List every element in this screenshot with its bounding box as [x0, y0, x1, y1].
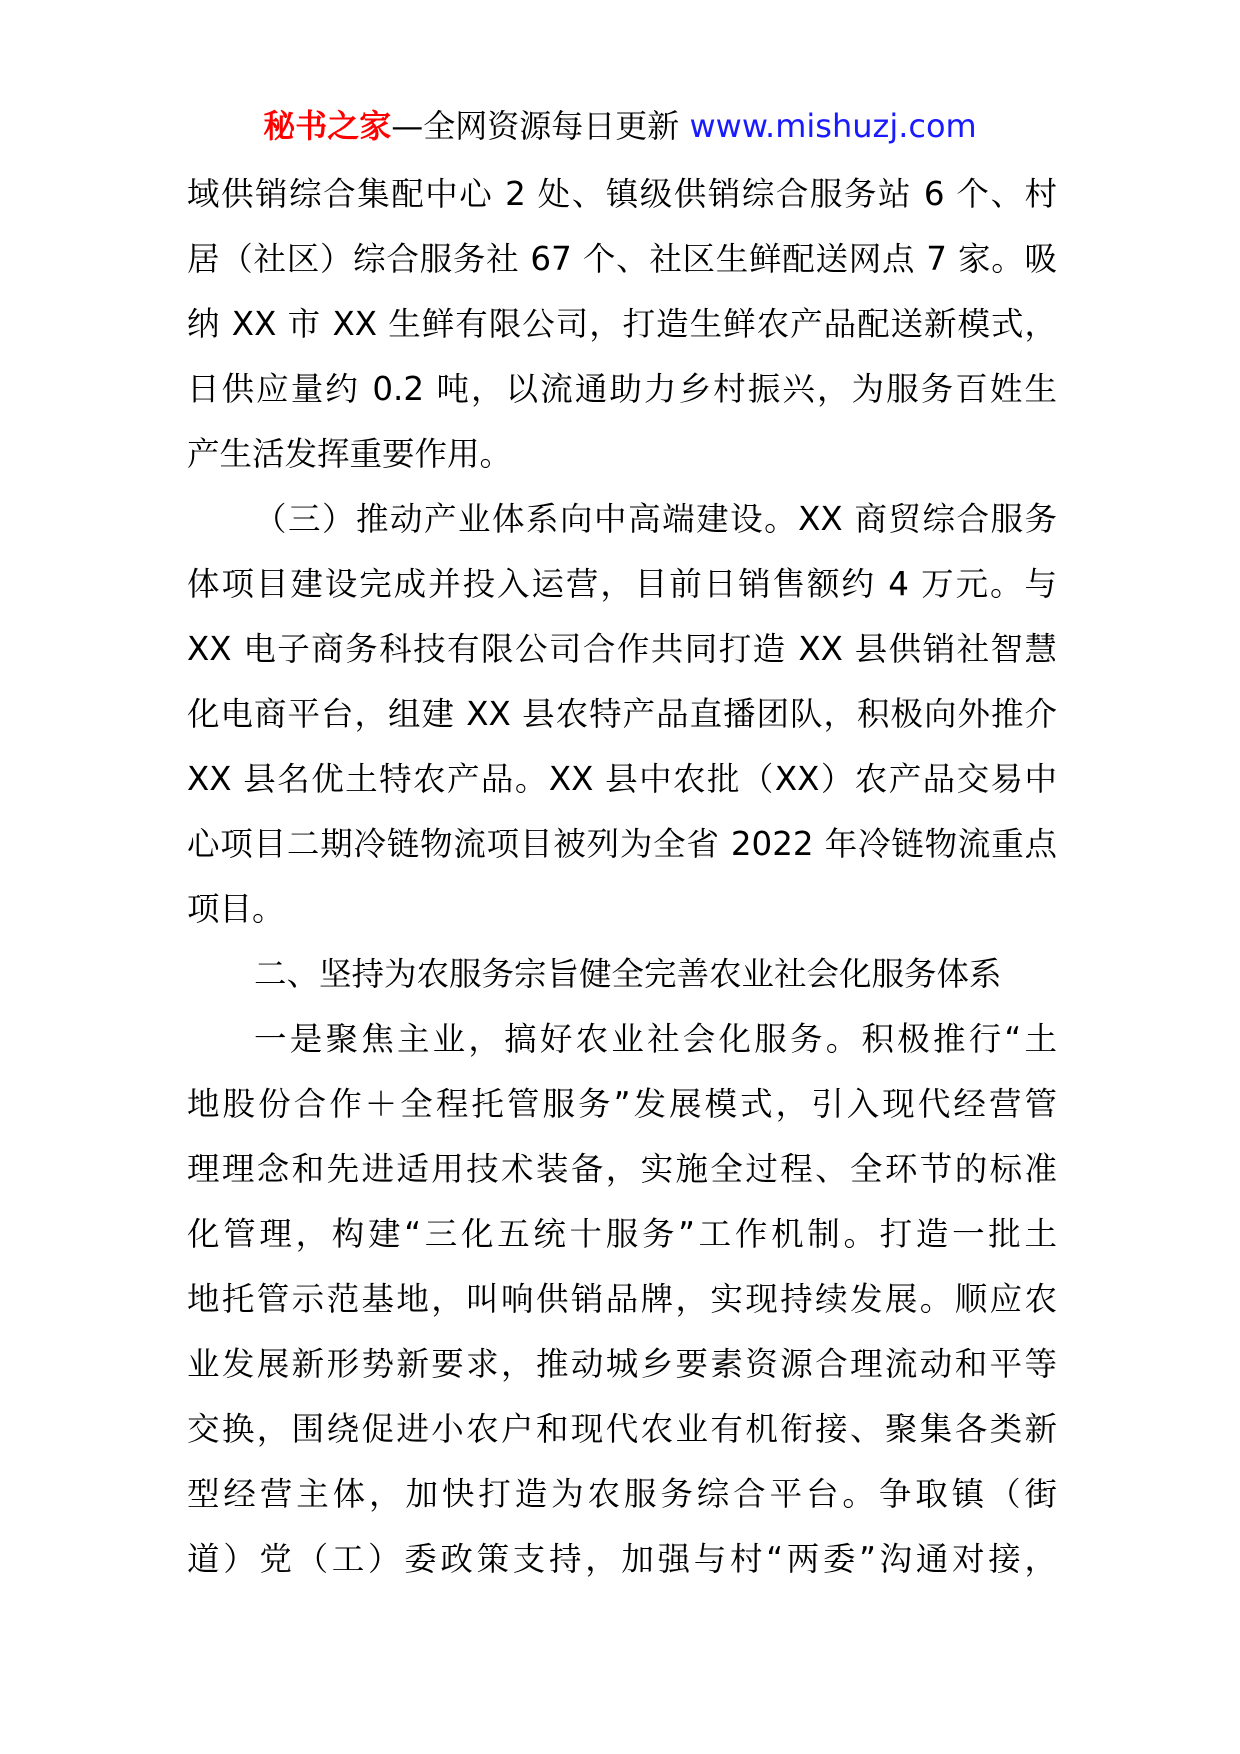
text-line: 理理念和先进适用技术装备，实施全过程、全环节的标准 — [187, 1150, 1057, 1188]
text-line: 居（社区）综合服务社 67 个、社区生鲜配送网点 7 家。吸 — [187, 240, 1057, 278]
brand-name: 秘书之家 — [263, 107, 392, 145]
text-line: 纳 XX 市 XX 生鲜有限公司，打造生鲜农产品配送新模式， — [187, 305, 1057, 343]
text-line: 项目。 — [187, 890, 285, 928]
text-line: 型经营主体，加快打造为农服务综合平台。争取镇（街 — [187, 1475, 1057, 1513]
text-line: 道）党（工）委政策支持，加强与村“两委”沟通对接， — [187, 1540, 1057, 1578]
text-line: 地股份合作＋全程托管服务”发展模式，引入现代经营管 — [187, 1085, 1057, 1123]
text-line: 地托管示范基地，叫响供销品牌，实现持续发展。顺应农 — [187, 1280, 1057, 1318]
paragraph-heading-3: （三）推动产业体系向中高端建设。XX 商贸综合服务 — [254, 500, 1057, 538]
paragraph-start: 一是聚焦主业，搞好农业社会化服务。积极推行“土 — [254, 1020, 1057, 1058]
text-line: XX 县名优土特农产品。XX 县中农批（XX）农产品交易中 — [187, 760, 1057, 798]
section-heading-2: 二、坚持为农服务宗旨健全完善农业社会化服务体系 — [254, 955, 1002, 993]
header-slogan: —全网资源每日更新 — [391, 107, 690, 145]
text-line: 体项目建设完成并投入运营，目前日销售额约 4 万元。与 — [187, 565, 1057, 603]
text-line: 化管理，构建“三化五统十服务”工作机制。打造一批土 — [187, 1215, 1057, 1253]
page-header — [0, 98, 1240, 154]
text-line: 化电商平台，组建 XX 县农特产品直播团队，积极向外推介 — [187, 695, 1057, 733]
text-line: 业发展新形势新要求，推动城乡要素资源合理流动和平等 — [187, 1345, 1057, 1383]
text-line: 域供销综合集配中心 2 处、镇级供销综合服务站 6 个、村 — [187, 175, 1057, 213]
text-line: 交换，围绕促进小农户和现代农业有机衔接、聚集各类新 — [187, 1410, 1057, 1448]
text-line: 产生活发挥重要作用。 — [187, 435, 513, 473]
header-url[interactable]: www.mishuzj.com — [689, 107, 977, 145]
document-body — [187, 162, 1057, 1592]
text-line: 心项目二期冷链物流项目被列为全省 2022 年冷链物流重点 — [187, 825, 1057, 863]
text-line: 日供应量约 0.2 吨，以流通助力乡村振兴，为服务百姓生 — [187, 370, 1057, 408]
text-line: XX 电子商务科技有限公司合作共同打造 XX 县供销社智慧 — [187, 630, 1057, 668]
